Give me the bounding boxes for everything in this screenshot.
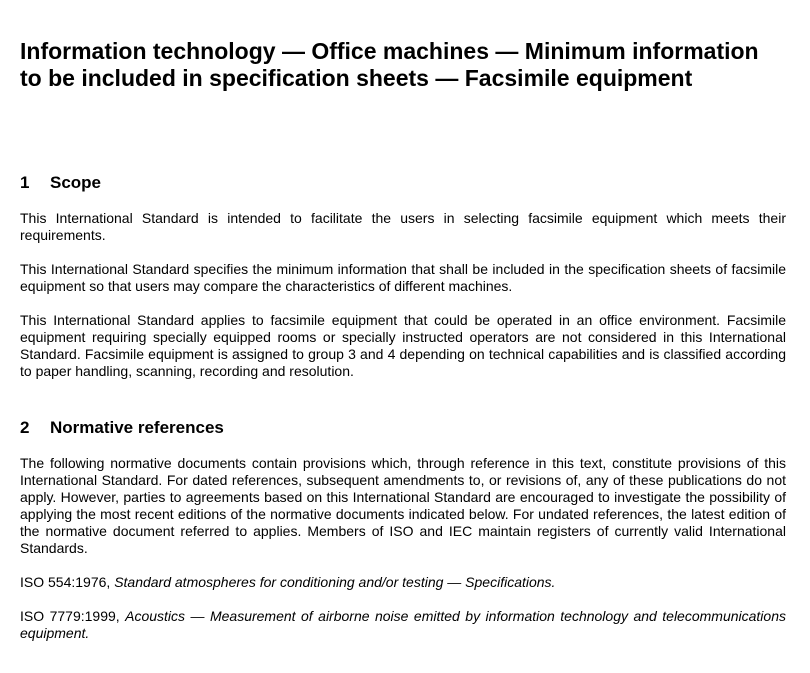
reference-id: ISO 7779:1999, — [20, 608, 120, 624]
reference-item — [20, 574, 786, 591]
section-heading-normative-references — [20, 418, 786, 438]
section-number: 2 — [20, 418, 30, 437]
section-heading-scope — [20, 173, 786, 193]
reference-item — [20, 608, 786, 642]
document-page — [20, 38, 786, 642]
section-number: 1 — [20, 173, 30, 192]
normative-references-paragraph: The following normative documents contain provisions which, through reference in this text, constitute provisions of this International Standard. For dated references, subsequent amendments to, or revisions of, any of these publications do not apply. However, parties to agreements based on this International Standard are encouraged to investigate the possibility of applying the most recent editions of the normative documents indicated below. For undated references, the latest edition of the normative document referred to applies. Members of ISO and IEC maintain registers of currently valid International Standards. — [20, 455, 786, 556]
section-title: Normative references — [50, 418, 224, 437]
scope-paragraph: This International Standard is intended to facilitate the users in selecting facsimile equipment which meets their requirements. — [20, 210, 786, 243]
reference-title: Standard atmospheres for conditioning and/or testing — Specifications. — [114, 574, 556, 590]
scope-paragraph: This International Standard applies to facsimile equipment that could be operated in an office environment. Facsimile equipment requiring specially equipped rooms or specially instructed operators are not considered in this International Standard. Facsimile equipment is assigned to group 3 and 4 depending on technical capabilities and is classified according to paper handling, scanning, recording and resolution. — [20, 312, 786, 379]
scope-paragraph: This International Standard specifies the minimum information that shall be included in the specification sheets of facsimile equipment so that users may compare the characteristics of different machines. — [20, 261, 786, 294]
reference-title: Acoustics — Measurement of airborne noise emitted by information technology and telecommunications equipment. — [20, 608, 786, 641]
reference-id: ISO 554:1976, — [20, 574, 111, 590]
section-title: Scope — [50, 173, 102, 192]
document-title: Information technology — Office machines — Minimum information to be included in specification sheets — Facsimile equipment — [20, 38, 759, 91]
